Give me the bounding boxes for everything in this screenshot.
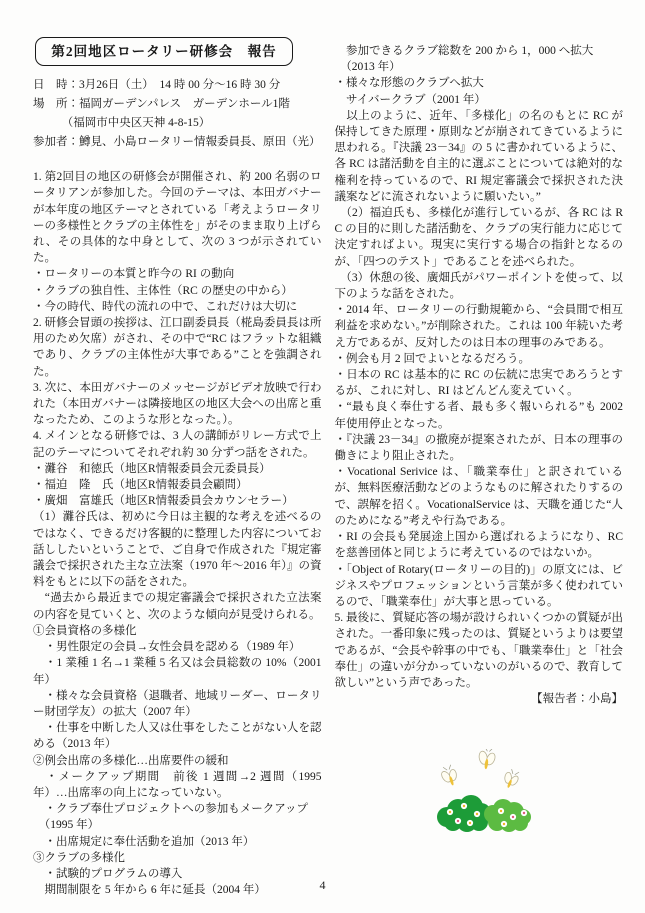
bullet-item: ・日本の RC は基本的に RC の伝統に忠実であろうとするが、これに対し、RI はどんどん変えていく。: [334, 369, 623, 398]
meta-date-line: 日 時：3月26日（土） 14 時 00 分～16 時 30 分: [33, 79, 281, 92]
bullet-item: ・メークアップ期間 前後 1 週間→2 週間（1995 年）…出席率の向上になっていない。: [33, 770, 322, 799]
numbered-heading: ③クラブの多様化: [33, 851, 125, 864]
flower-bush-icon: [437, 795, 491, 832]
butterfly-icon: [500, 768, 522, 791]
paragraph: サイバークラブ（2001 年）: [334, 93, 486, 106]
bullet-item: ・2014 年、ロータリーの行動規範から、“会員間で相互利益を求めない。”が削除された。これは 100 年続いた考え方であるが、反対したのは日本の理事のみである。: [334, 304, 623, 349]
paragraph: 4. メインとなる研修では、3 人の講師がリレー方式で上記のテーマについてそれぞれ約 30 分ずつ話をされた。: [33, 430, 322, 459]
paragraph: “過去から最近までの規定審議会で採択された立法案の内容を見ていくと、次のような傾向が見受けられる。: [33, 592, 322, 621]
paragraph-continuation: （2013 年）: [334, 61, 401, 74]
bullet-item: ・“最も良く奉仕する者、最も多く報いられる”も 2002年使用停止となった。: [334, 401, 623, 430]
numbered-heading: ②例会出席の多様化…出席要件の緩和: [33, 754, 229, 767]
paragraph: 3. 次に、本田ガバナーのメッセージがビデオ放映で行われた（本田ガバナーは隣接地区の地区大会への出席と重なったため、このような形となった。）。: [33, 381, 322, 427]
meta-address-line: （福岡市中央区天神 4-8-15）: [33, 117, 211, 130]
butterfly-icon: [438, 764, 461, 789]
paragraph: 期間制限を 5 年から 6 年に延長（2004 年）: [33, 884, 266, 897]
paragraph: （1）灘谷氏は、初めに今日は主観的な考えを述べるのではなく、できるだけ客観的に整理した内容についてお話ししたいということで、ご自身で作成された『規定審議会で採択された主な立法案（1970 年～2016 年）』の資料をもとに以下の話をされた。: [33, 511, 322, 589]
bullet-item: ・クラブの独自性、主体性（RC の歴史の中から）: [33, 284, 293, 297]
report-title-box: [35, 37, 293, 66]
butterflies-flowers-illustration: [433, 749, 537, 833]
bullet-item: ・ロータリーの本質と昨今の RI の動向: [33, 268, 235, 281]
right-column: [335, 36, 624, 898]
bullet-item: ・出席規定に奉仕活動を追加（2013 年）: [33, 835, 255, 848]
left-column: [33, 36, 322, 898]
paragraph: 以上のように、近年、「多様化」の名のもとに RC が保持してきた原理・原則などが崩されてきているように思われる。『決議 23－34』の 5 に書かれているように、各 RC は諸活動を自主的に選ぶことについては絶対的な権利を持っているので、RI 規定審議会で採択された決議案などに流されないように願いたい。”: [334, 109, 623, 203]
bullet-item-continuation: （1995 年）: [33, 819, 100, 832]
bullet-item: ・今の時代、時代の流れの中で、これだけは大切に: [33, 300, 298, 313]
reporter-credit: 【報告者：小島】: [531, 693, 623, 706]
meta-participants-line: 参加者：鱒見、小島ロータリー情報委員長、原田（光）: [33, 136, 321, 149]
paragraph: 2. 研修会冒頭の挨拶は、江口副委員長（椛島委員長は所用のため欠席）がされ、その中で“RC はフラットな組織であり、クラブの主体性が大事である”ことを強調された。: [33, 317, 322, 378]
bullet-item: ・様々な形態のクラブへ拡大: [334, 77, 484, 90]
paragraph: 参加できるクラブ総数を 200 から 1，000 へ拡大: [334, 45, 594, 57]
page-number: 4: [319, 878, 326, 892]
bullet-item: ・例会も月 2 回でよいとなるだろう。: [334, 352, 530, 365]
paragraph: 5. 最後に、質疑応答の場が設けられいくつかの質疑が出された。一番印象に残ったのは、質疑というよりは要望であるが、“会長や幹事の中でも、「職業奉仕」と「社会奉仕」の違いが分かっていないのがいるので、教育して欲しい”という声であった。: [334, 612, 623, 689]
bullet-item: ・男性限定の会員→女性会員を認める（1989 年）: [33, 641, 301, 654]
bullet-item: ・『決議 23－34』の撤廃が提案されたが、日本の理事の働きにより阻止された。: [334, 433, 623, 463]
bullet-item: ・「Object of Rotary(ロータリーの目的)」の原文には、ビジネスやプロフェッションという言葉が多く使われているので、「職業奉仕」が大事と思っている。: [334, 563, 623, 608]
report-title: 第2回地区ロータリー研修会 報告: [51, 44, 277, 59]
paragraph: （3）休憩の後、廣畑氏がパワーポイントを使って、以下のような話をされた。: [334, 271, 623, 301]
bullet-item: ・仕事を中断した人又は仕事をしたことがない人を認める（2013 年）: [33, 722, 322, 751]
meta-place-line: 場 所：福岡ガーデンパレス ガーデンホール1階: [33, 98, 290, 111]
paragraph: （2）福迫氏も、多様化が進行しているが、各 RC は RC の目的に則した諸活動を、クラブの実行能力に応じて決定すればよい。現実に実行する場合の指針となるのが、「四つのテスト」であることを述べられた。: [334, 207, 623, 268]
bullet-item: ・試験的プログラムの導入: [33, 867, 183, 880]
speaker-item: ・廣畑 富雄氏（地区R情報委員会カウンセラー）: [33, 495, 294, 508]
speaker-item: ・灘谷 和徳氏（地区R情報委員会元委員長）: [33, 462, 271, 475]
bullet-item: ・1 業種 1 名→1 業種 5 名又は会員総数の 10%（2001年）: [33, 657, 322, 686]
paragraph: 1. 第2回目の地区の研修会が開催され、約 200 名弱のロータリアンが参加した。今回のテーマは、本田ガバナーが本年度の地区テーマとされている「考えようロータリーの多様性とクラブの主体性を」がそのまま取り上げられ、その具体的な中身として、次の 3 つが示されていた。: [33, 171, 322, 265]
meeting-meta: [33, 76, 322, 152]
bullet-item: ・RI の会長も発展途上国から選ばれるようになり、RC を慈善団体と同じように考えているのではないか。: [334, 531, 623, 560]
bullet-item: ・クラブ奉仕プロジェクトへの参加もメークアップ: [33, 803, 308, 816]
butterfly-icon: [475, 749, 497, 770]
speaker-item: ・福迫 隆 氏（地区R情報委員会顧問）: [33, 479, 248, 492]
numbered-heading: ①会員資格の多様化: [33, 624, 137, 637]
bullet-item: ・様々な会員資格（退職者、地域リーダー、ロータリー財団学友）の拡大（2007 年）: [33, 689, 322, 718]
bullet-item: ・Vocational Serivice は、「職業奉仕」と訳されているが、無料医療活動などのようなものに解されたりするので、誤解を招く。VocationalService は、天職を通じた“人のためになる”考えや行為である。: [334, 466, 623, 527]
